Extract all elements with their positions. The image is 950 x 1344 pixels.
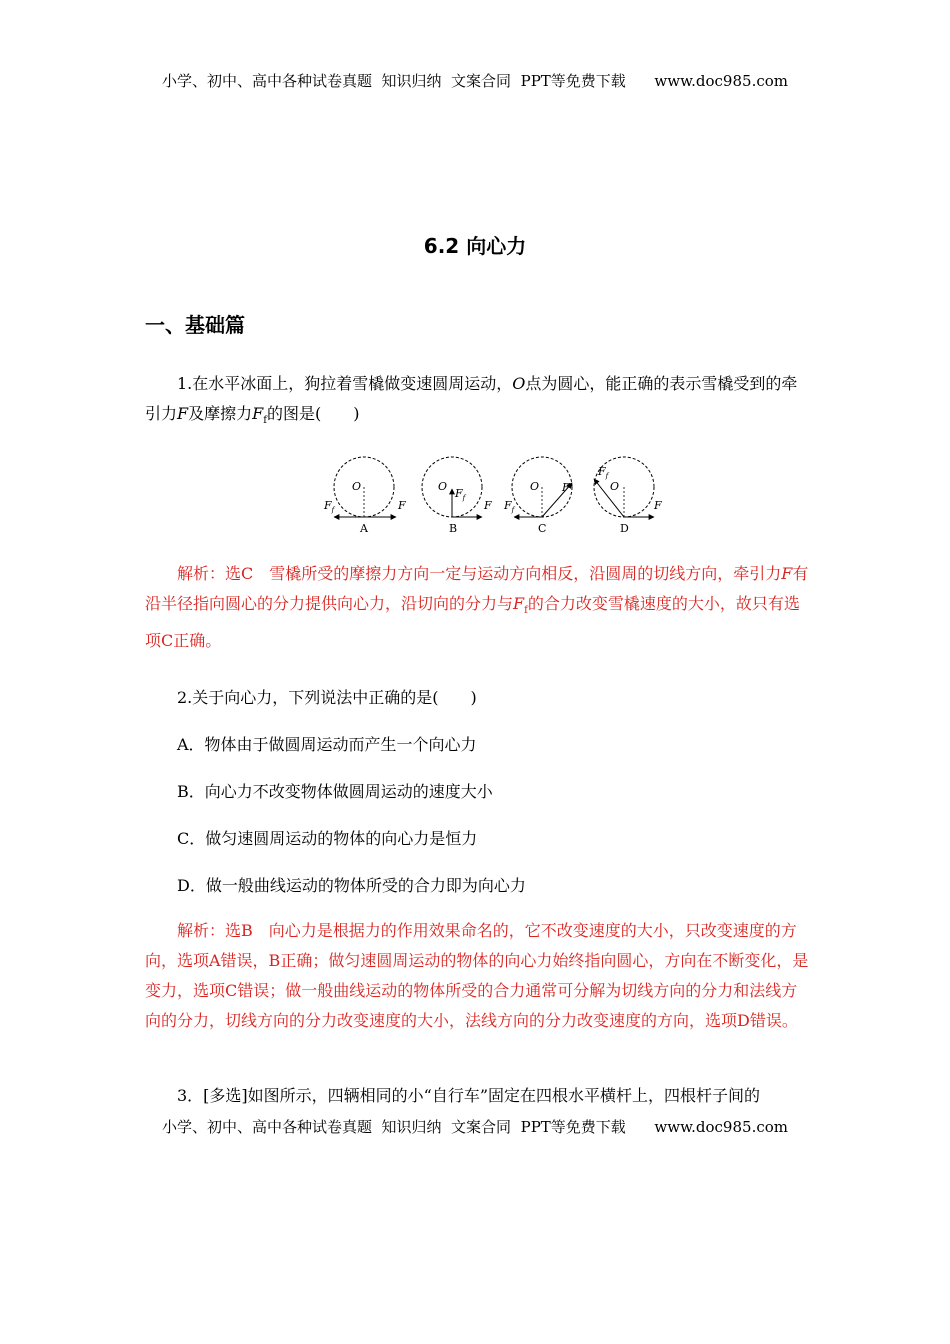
force-label-a: F <box>398 499 406 512</box>
force-label-b: F <box>484 499 492 512</box>
option-label-b: B <box>449 522 458 535</box>
option-label-d: D <box>620 522 629 535</box>
option-label-c: C <box>538 522 547 535</box>
figure-option-b <box>422 457 492 535</box>
figure-option-c <box>503 457 572 535</box>
section-heading: 一、基础篇 <box>145 313 245 337</box>
question-2-option-a: A．物体由于做圆周运动而产生一个向心力 <box>177 735 477 754</box>
question-2: 2.关于向心力，下列说法中正确的是( ) <box>177 688 477 707</box>
force-label-d: F <box>654 499 662 512</box>
option-label-a: A <box>360 522 368 535</box>
question-3: 3．[多选]如图所示，四辆相同的小“自行车”固定在四根水平横杆上，四根杆子间的 <box>177 1086 761 1105</box>
question-2-option-b: B．向心力不改变物体做圆周运动的速度大小 <box>177 782 493 801</box>
center-label-b: O <box>438 480 448 493</box>
center-label-a: O <box>352 480 362 493</box>
friction-label-d: $F_f$ <box>598 465 609 480</box>
page-footer: 小学、初中、高中各种试卷真题 知识归纳 文案合同 PPT等免费下载 www.doc985.com <box>161 1118 788 1136</box>
question-1-figure <box>316 445 666 537</box>
answer-1: 解析：选C 雪橇所受的摩擦力方向一定与运动方向相反，沿圆周的切线方向，牵引力F有沿半径指向圆心的分力提供向心力，沿切向的分力与$F_f$的合力改变雪橇速度的大小，故只有选项C正确。 <box>145 564 809 651</box>
friction-label-a: $F_f$ <box>324 499 335 514</box>
question-2-option-c: C．做匀速圆周运动的物体的向心力是恒力 <box>177 829 478 848</box>
question-1: 1.在水平冰面上，狗拉着雪橇做变速圆周运动，O点为圆心，能正确的表示雪橇受到的牵引力F及摩擦力$F_f$的图是( ) <box>145 374 798 427</box>
question-2-option-d: D．做一般曲线运动的物体所受的合力即为向心力 <box>177 876 526 895</box>
force-label-c: F <box>562 481 570 494</box>
answer-2: 解析：选B 向心力是根据力的作用效果命名的，它不改变速度的大小，只改变速度的方向，选项A错误，B正确；做匀速圆周运动的物体的向心力始终指向圆心，方向在不断变化，是变力，选项C错误；做一般曲线运动的物体所受的合力通常可分解为切线方向的分力和法线方向的分力，切线方向的分力改变速度的大小，法线方向的分力改变速度的方向，选项D错误。 <box>145 921 809 1030</box>
center-label-c: O <box>530 480 540 493</box>
friction-label-b: $F_f$ <box>455 487 466 502</box>
figure-option-a <box>323 457 406 535</box>
center-label-d: O <box>610 480 620 493</box>
friction-label-c: $F_f$ <box>504 499 515 514</box>
figure-option-d <box>594 457 662 535</box>
friction-arrow-d <box>594 479 624 517</box>
page-title: 6.2 向心力 <box>423 234 527 258</box>
page-header: 小学、初中、高中各种试卷真题 知识归纳 文案合同 PPT等免费下载 www.doc985.com <box>161 72 788 90</box>
